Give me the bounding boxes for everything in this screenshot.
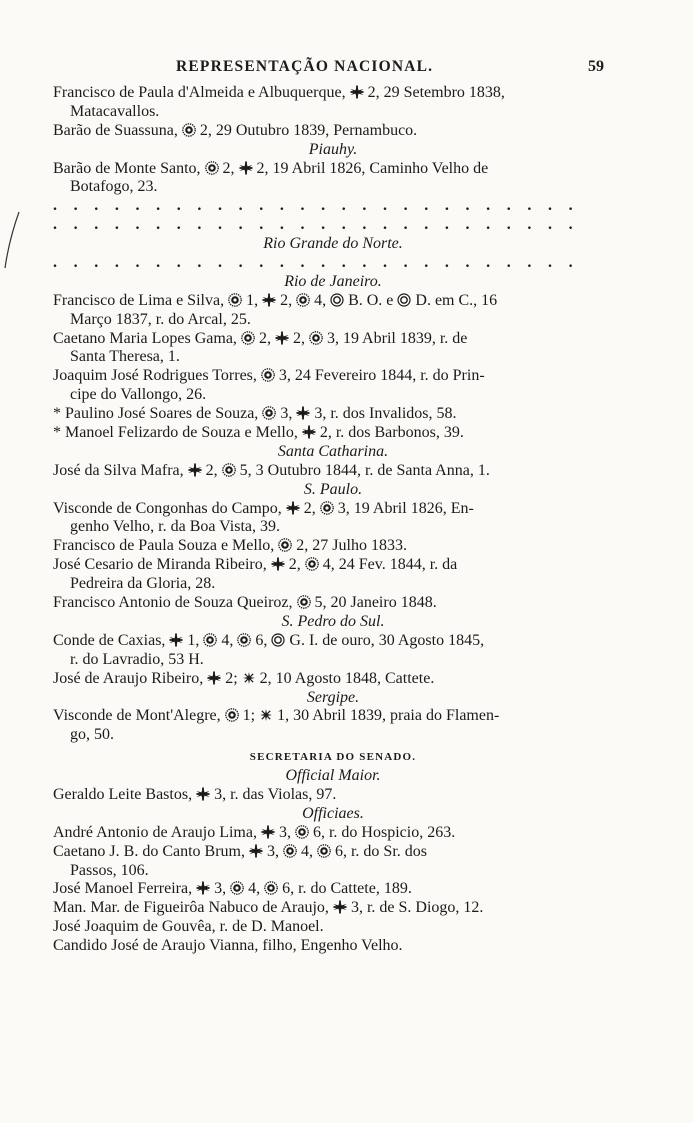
- ring-order-icon: [330, 293, 344, 307]
- maltese-cross-icon: [261, 825, 275, 839]
- entry-line: cipe do Vallongo, 26.: [70, 386, 207, 404]
- maltese-cross-icon: [286, 501, 300, 515]
- maltese-cross-icon: [275, 331, 289, 345]
- entry-text: Francisco Antonio de Souza Queiroz,: [53, 594, 293, 612]
- rosette-order-icon: [230, 881, 244, 895]
- star-order-icon: [259, 708, 273, 722]
- entry-text: 3,: [280, 405, 293, 423]
- entry-text: 1;: [242, 707, 256, 725]
- maltese-cross-icon: [302, 425, 316, 439]
- entry-text: 2, 19 Abril 1826, Caminho Velho de: [256, 159, 489, 177]
- entry-line: Matacavallos.: [70, 102, 160, 120]
- entry-text: José de Araujo Ribeiro,: [53, 669, 204, 687]
- entry-text: Francisco de Lima e Silva,: [53, 291, 225, 309]
- entry-text: Francisco de Paula d'Almeida e Albuquerque,: [53, 84, 346, 101]
- page-number: 59: [588, 58, 604, 75]
- section-heading: Santa Catharina.: [277, 442, 389, 460]
- rosette-order-icon: [317, 844, 331, 858]
- entry-line: [53, 707, 613, 726]
- section-heading: Rio de Janeiro.: [284, 272, 382, 290]
- entry-text: * Manoel Felizardo de Souza e Mello,: [53, 424, 298, 442]
- entry-line: [53, 594, 613, 613]
- ellipsis-row: . . . . . . . . . . . . . . . . . . . . . . . . . .: [53, 216, 573, 234]
- entry-line: go, 50.: [70, 726, 114, 744]
- entry-text: 3, r. das Violas, 97.: [214, 785, 337, 803]
- entry-text: 3,: [278, 823, 291, 841]
- entry-line: [53, 880, 613, 899]
- entry-line: [53, 670, 613, 689]
- entry-text: 2, r. dos Barbonos, 39.: [319, 424, 464, 442]
- entry-text: 3, 24 Fevereiro 1844, r. do Prin-: [278, 367, 485, 385]
- entry-line: [53, 84, 613, 103]
- section-heading: S. Pedro do Sul.: [281, 612, 385, 630]
- maltese-cross-icon: [350, 85, 364, 99]
- entry-text: 2, 29 Outubro 1839, Pernambuco.: [199, 121, 418, 139]
- rosette-order-icon: [261, 368, 275, 382]
- entry-line: [53, 405, 613, 424]
- entry-text: 6, r. do Cattete, 189.: [282, 880, 412, 898]
- entry-line: [53, 899, 613, 918]
- entry-text: 6, r. do Sr. dos: [334, 842, 427, 860]
- entry-text: José Cesario de Miranda Ribeiro,: [53, 556, 267, 574]
- entry-text: Man. Mar. de Figueirôa Nabuco de Araujo,: [53, 899, 329, 917]
- entry-text: Barão de Suassuna,: [53, 121, 178, 139]
- maltese-cross-icon: [169, 633, 183, 647]
- ellipsis-row: . . . . . . . . . . . . . . . . . . . . . . . . . .: [53, 197, 573, 215]
- section-heading: Official Maior.: [285, 767, 381, 785]
- entry-line: [53, 367, 613, 386]
- entry-text: 2,: [288, 556, 301, 574]
- running-title: REPRESENTAÇÃO NACIONAL.: [176, 58, 434, 75]
- entry-line: [53, 330, 613, 349]
- rosette-order-icon: [264, 881, 278, 895]
- rosette-order-icon: [295, 825, 309, 839]
- ring-order-icon: [271, 633, 285, 647]
- entry-line: [53, 500, 613, 519]
- rosette-order-icon: [309, 331, 323, 345]
- entry-line: Candido José de Araujo Vianna, filho, Engenho Velho.: [53, 937, 403, 955]
- entry-text: Visconde de Congonhas do Campo,: [53, 499, 282, 517]
- entry-line: [53, 824, 613, 843]
- maltese-cross-icon: [196, 881, 210, 895]
- entry-line: [53, 122, 613, 141]
- entry-line: Botafogo, 23.: [70, 178, 158, 196]
- entry-text: 3, 19 Abril 1826, En-: [337, 499, 474, 517]
- entry-text: José da Silva Mafra,: [53, 461, 184, 479]
- maltese-cross-icon: [196, 787, 210, 801]
- star-order-icon: [242, 671, 256, 685]
- entry-text: 5, 3 Outubro 1844, r. de Santa Anna, 1.: [239, 461, 490, 479]
- entry-text: 4,: [248, 880, 261, 898]
- entry-text: Francisco de Paula Souza e Mello,: [53, 537, 275, 555]
- entry-line: [53, 160, 613, 179]
- entry-text: 3, 19 Abril 1839, r. de: [326, 329, 468, 347]
- maltese-cross-icon: [207, 671, 221, 685]
- entry-text: 1,: [187, 631, 200, 649]
- entry-text: G. I. de ouro, 30 Agosto 1845,: [289, 631, 485, 649]
- entry-text: 2;: [225, 669, 238, 687]
- rosette-order-icon: [203, 633, 217, 647]
- entry-text: Barão de Monte Santo,: [53, 159, 201, 177]
- entry-text: 2, 10 Agosto 1848, Cattete.: [259, 669, 435, 687]
- rosette-order-icon: [283, 844, 297, 858]
- rosette-order-icon: [297, 595, 311, 609]
- entry-text: 4, 24 Fev. 1844, r. da: [322, 556, 458, 574]
- entry-text: Caetano Maria Lopes Gama,: [53, 329, 237, 347]
- entry-line: Passos, 106.: [70, 861, 149, 879]
- rosette-order-icon: [222, 463, 236, 477]
- entry-text: D. em C., 16: [415, 291, 498, 309]
- ring-order-icon: [397, 293, 411, 307]
- entry-text: 1, 30 Abril 1839, praia do Flamen-: [277, 707, 500, 725]
- rosette-order-icon: [320, 501, 334, 515]
- maltese-cross-icon: [239, 161, 253, 175]
- rosette-order-icon: [205, 161, 219, 175]
- entry-text: 6, r. do Hospicio, 263.: [312, 823, 456, 841]
- entry-text: Caetano J. B. do Canto Brum,: [53, 842, 245, 860]
- rosette-order-icon: [237, 633, 251, 647]
- entry-line: [53, 843, 613, 862]
- maltese-cross-icon: [333, 900, 347, 914]
- entry-line: r. do Lavradio, 53 H.: [70, 650, 204, 668]
- rosette-order-icon: [262, 406, 276, 420]
- section-heading: SECRETARIA DO SENADO.: [249, 751, 417, 764]
- entry-text: B. O. e: [348, 291, 394, 309]
- entry-line: Santa Theresa, 1.: [70, 348, 180, 366]
- ellipsis-row: . . . . . . . . . . . . . . . . . . . . . . . . . .: [53, 254, 573, 272]
- entry-line: [53, 462, 613, 481]
- rosette-order-icon: [228, 293, 242, 307]
- entry-text: 4,: [221, 631, 234, 649]
- entry-text: Visconde de Mont'Alegre,: [53, 707, 221, 725]
- entry-text: Conde de Caxias,: [53, 631, 166, 649]
- entry-text: José Manoel Ferreira,: [53, 880, 193, 898]
- entry-text: 3,: [266, 842, 279, 860]
- entry-text: 3, r. dos Invalidos, 58.: [314, 405, 457, 423]
- section-heading: Rio Grande do Norte.: [263, 235, 403, 253]
- entry-text: * Paulino José Soares de Souza,: [53, 405, 259, 423]
- entry-text: 2,: [292, 329, 305, 347]
- entry-text: 2,: [258, 329, 271, 347]
- entry-text: 4,: [300, 842, 313, 860]
- entry-line: [53, 786, 613, 805]
- maltese-cross-icon: [271, 557, 285, 571]
- rosette-order-icon: [278, 538, 292, 552]
- margin-bracket-mark: [3, 210, 21, 270]
- maltese-cross-icon: [296, 406, 310, 420]
- rosette-order-icon: [182, 123, 196, 137]
- entry-line: José Joaquim de Gouvêa, r. de D. Manoel.: [53, 918, 324, 936]
- entry-text: 3, r. de S. Diogo, 12.: [350, 899, 484, 917]
- entry-line: [53, 537, 613, 556]
- maltese-cross-icon: [262, 293, 276, 307]
- entry-text: 6,: [255, 631, 268, 649]
- entry-text: 2,: [303, 499, 316, 517]
- entry-text: 2, 29 Setembro 1838,: [367, 84, 505, 101]
- maltese-cross-icon: [249, 844, 263, 858]
- entry-text: 2,: [222, 159, 235, 177]
- entry-line: [53, 424, 613, 443]
- entry-line: [53, 632, 613, 651]
- entry-text: 5, 20 Janeiro 1848.: [314, 594, 437, 612]
- section-heading: Sergipe.: [306, 688, 360, 706]
- entry-line: Pedreira da Gloria, 28.: [70, 575, 216, 593]
- entry-text: 4,: [314, 291, 327, 309]
- rosette-order-icon: [225, 708, 239, 722]
- entry-line: genho Velho, r. da Boa Vista, 39.: [70, 518, 280, 536]
- section-heading: Officiaes.: [302, 804, 364, 822]
- section-heading: Piauhy.: [308, 140, 358, 158]
- entry-text: Joaquim José Rodrigues Torres,: [53, 367, 257, 385]
- entry-text: 3,: [214, 880, 227, 898]
- entry-text: 2,: [280, 291, 293, 309]
- entry-text: 2, 27 Julho 1833.: [296, 537, 407, 555]
- section-heading: S. Paulo.: [303, 480, 363, 498]
- rosette-order-icon: [305, 557, 319, 571]
- rosette-order-icon: [296, 293, 310, 307]
- entry-text: André Antonio de Araujo Lima,: [53, 823, 257, 841]
- entry-text: Geraldo Leite Bastos,: [53, 785, 193, 803]
- entry-line: Março 1837, r. do Arcal, 25.: [70, 310, 251, 328]
- entry-text: 2,: [205, 461, 218, 479]
- entry-line: [53, 556, 613, 575]
- maltese-cross-icon: [188, 463, 202, 477]
- entry-text: 1,: [246, 291, 259, 309]
- member-list: [53, 84, 613, 956]
- entry-line: [53, 292, 613, 311]
- rosette-order-icon: [241, 331, 255, 345]
